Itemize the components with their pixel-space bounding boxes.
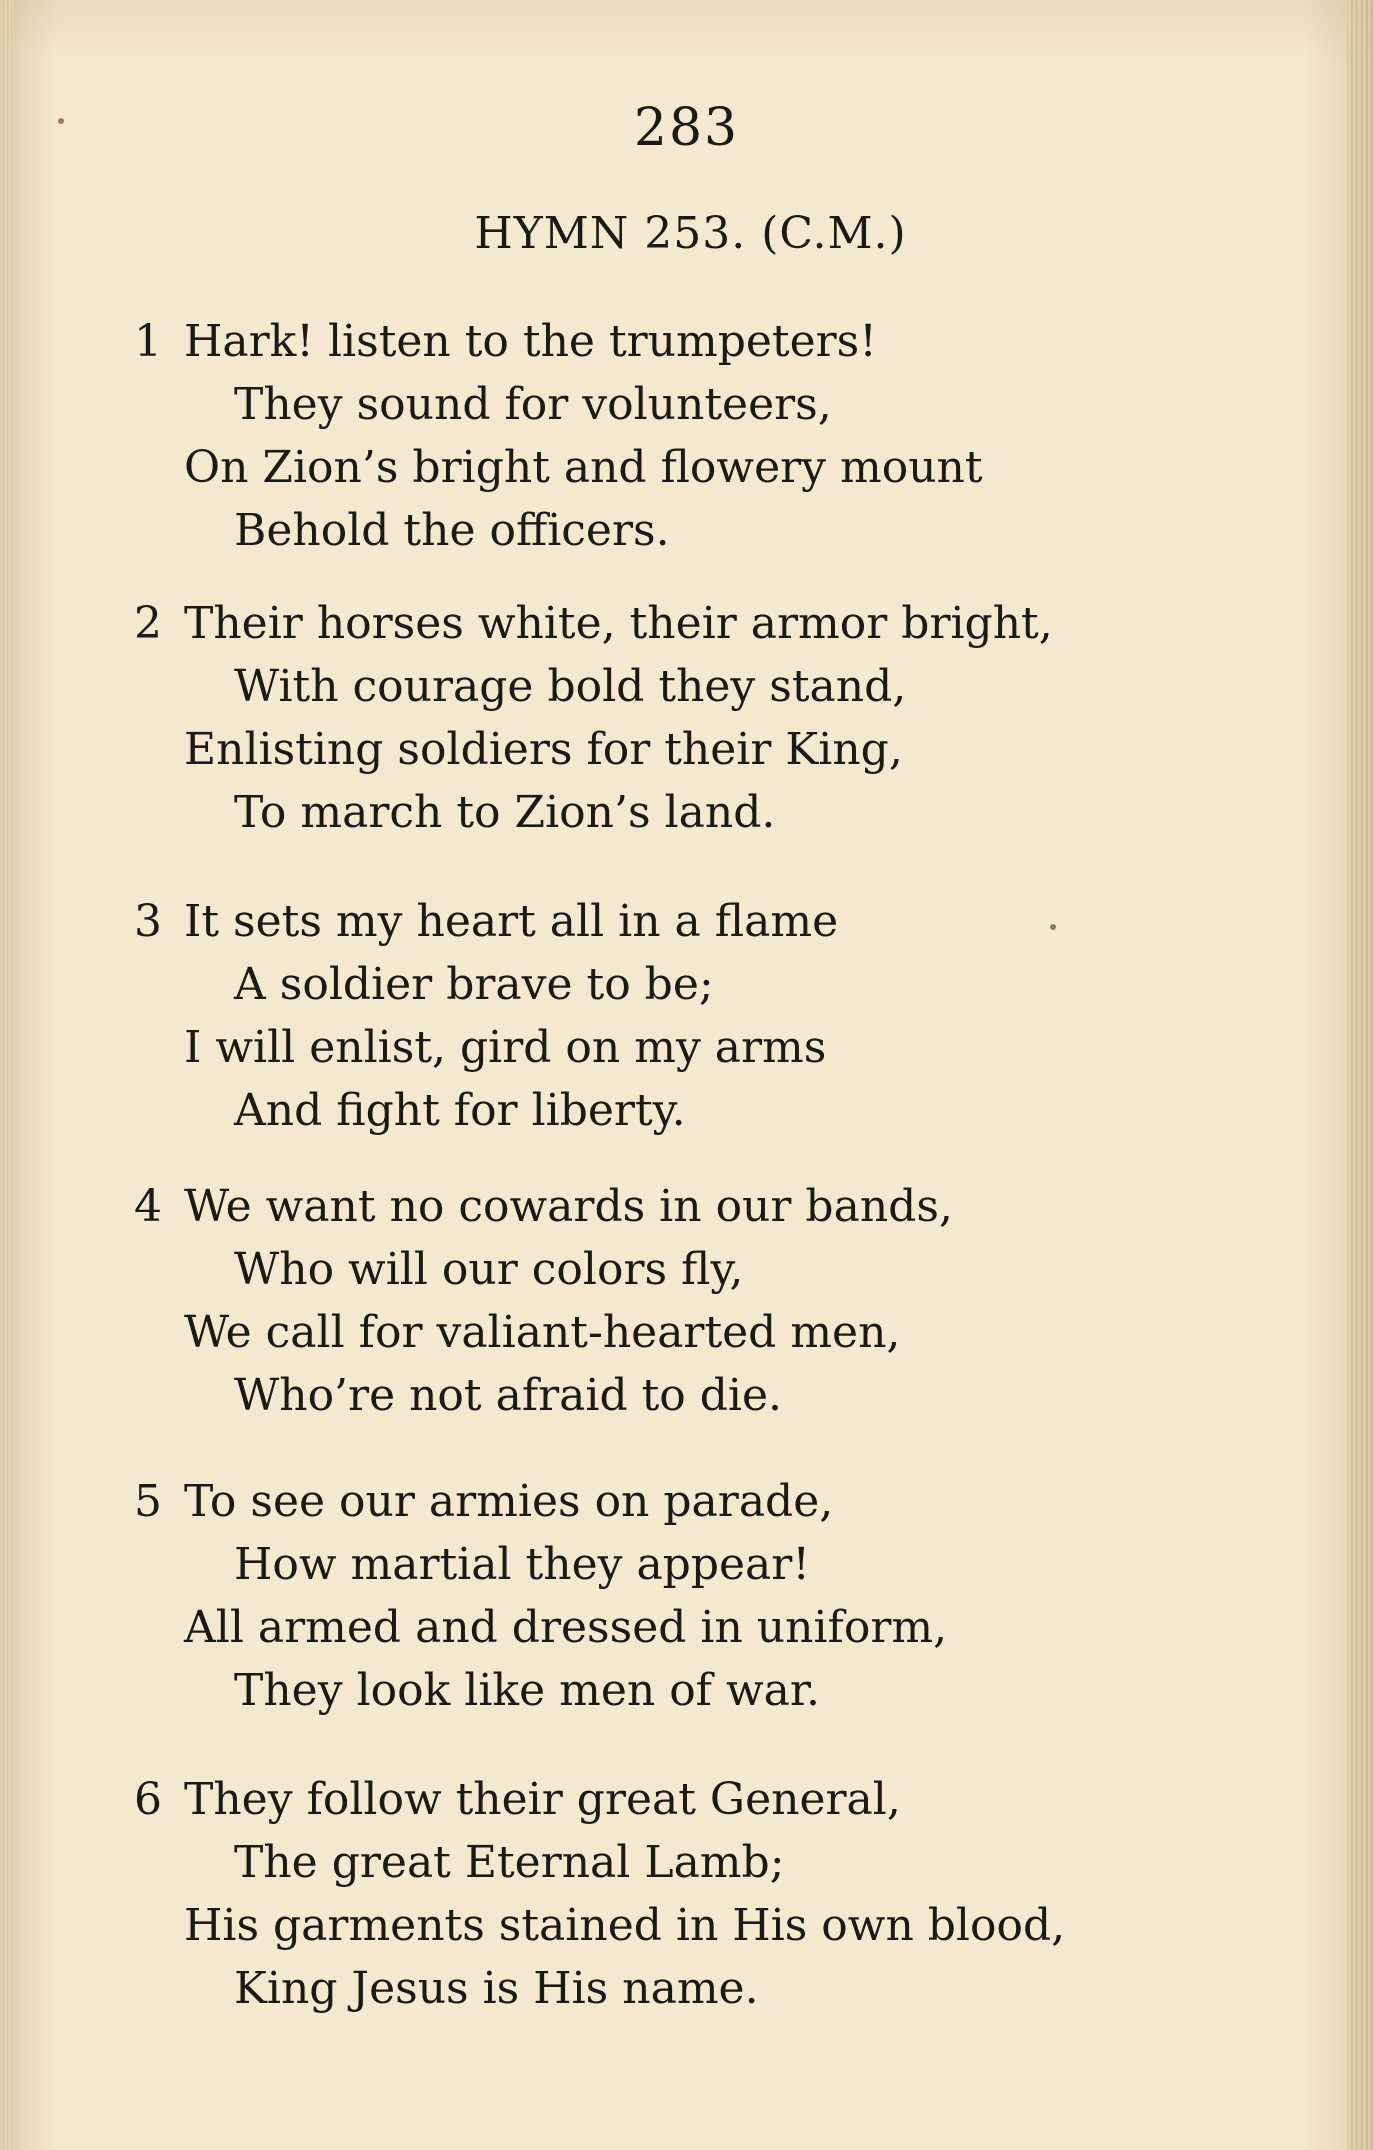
verse-line: On Zion’s bright and flowery mount	[184, 442, 983, 493]
verse-line: We want no cowards in our bands,	[184, 1181, 953, 1232]
verse-line: His garments stained in His own blood,	[184, 1900, 1066, 1951]
ink-speck	[58, 118, 64, 124]
verse-number: 6	[134, 1774, 162, 1825]
verse-number: 1	[134, 316, 162, 367]
verse-line: The great Eternal Lamb;	[234, 1837, 785, 1888]
verse-number: 5	[134, 1476, 162, 1527]
verse-number: 4	[134, 1181, 162, 1232]
verse-number: 3	[134, 896, 162, 947]
verse-line: Who will our colors fly,	[234, 1244, 744, 1295]
hymn-title: HYMN 253. (C.M.)	[474, 208, 907, 259]
verse-line: Their horses white, their armor bright,	[184, 598, 1053, 649]
verse-line: Who’re not afraid to die.	[234, 1370, 783, 1421]
verse-line: A soldier brave to be;	[234, 959, 714, 1010]
verse-line: Behold the officers.	[234, 505, 670, 556]
verse-line: They follow their great General,	[184, 1774, 901, 1825]
verse-line: King Jesus is His name.	[234, 1963, 759, 2014]
page-left-edge	[0, 0, 14, 2150]
verse-line: We call for valiant-hearted men,	[184, 1307, 901, 1358]
verse-number: 2	[134, 598, 162, 649]
verse-line: With courage bold they stand,	[234, 661, 907, 712]
verse-line: Enlisting soldiers for their King,	[184, 724, 903, 775]
page-right-edge	[1347, 0, 1373, 2150]
verse-line: It sets my heart all in a flame	[184, 896, 839, 947]
verse-line: Hark! listen to the trumpeters!	[184, 316, 877, 367]
verse-line: All armed and dressed in uniform,	[184, 1602, 948, 1653]
verse-line: And fight for liberty.	[234, 1085, 686, 1136]
ink-speck	[1050, 924, 1056, 930]
verse-line: They look like men of war.	[234, 1665, 821, 1716]
verse-line: To march to Zion’s land.	[234, 787, 776, 838]
page-number: 283	[633, 98, 740, 158]
verse-line: I will enlist, gird on my arms	[184, 1022, 827, 1073]
verse-line: How martial they appear!	[234, 1539, 810, 1590]
verse-line: To see our armies on parade,	[184, 1476, 834, 1527]
verse-line: They sound for volunteers,	[234, 379, 832, 430]
